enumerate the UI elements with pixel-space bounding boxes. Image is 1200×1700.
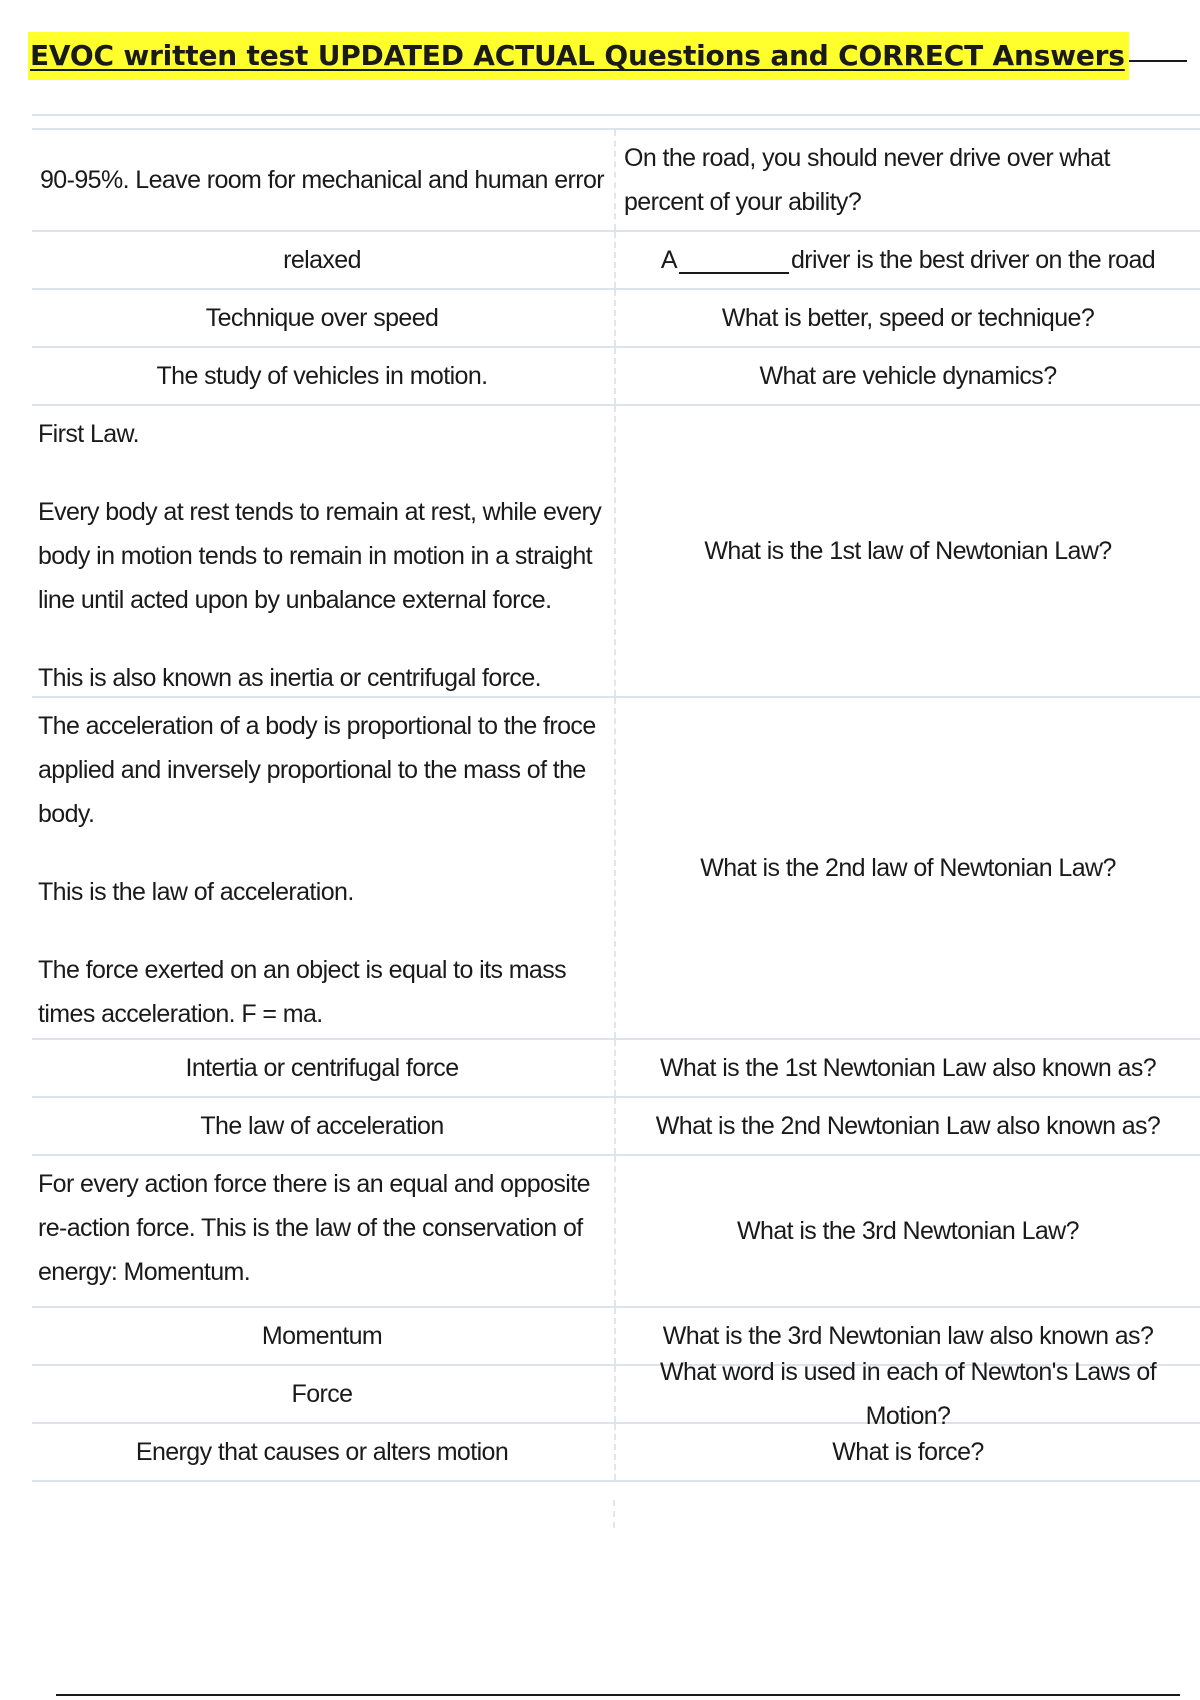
question-suffix: driver is the best driver on the road xyxy=(790,246,1156,274)
answer-cell xyxy=(32,1040,614,1096)
question-cell xyxy=(614,1156,1200,1306)
answer-text: This is also known as inertia or centrifugal force. xyxy=(38,664,541,692)
document-title: EVOC written test UPDATED ACTUAL Questions and CORRECT Answers xyxy=(28,32,1129,80)
qa-row xyxy=(32,232,1200,290)
title-rule xyxy=(1129,60,1187,62)
answer-cell xyxy=(32,698,614,1038)
question-cell xyxy=(614,348,1200,404)
answer-text: Every body at rest tends to remain at rest, while every body in motion tends to remain in motion in a straight line until acted upon by unbalance external force. xyxy=(38,498,602,614)
question-text: What is better, speed or technique? xyxy=(721,304,1095,332)
title-bar xyxy=(28,32,1187,80)
fill-in-blank xyxy=(679,246,789,274)
question-text: What is force? xyxy=(832,1438,984,1466)
question-text: What is the 3rd Newtonian law also known as? xyxy=(662,1322,1154,1350)
answer-cell xyxy=(32,1308,614,1364)
question-cell xyxy=(614,1098,1200,1154)
answer-text: The law of acceleration xyxy=(200,1112,444,1140)
question-text: What is the 1st Newtonian Law also known as? xyxy=(659,1054,1157,1082)
answer-text: This is the law of acceleration. xyxy=(38,878,354,906)
answer-text: 90-95%. Leave room for mechanical and human error xyxy=(40,166,604,194)
question-cell xyxy=(614,290,1200,346)
question-cell xyxy=(614,1424,1200,1480)
answer-cell xyxy=(32,1366,614,1422)
question-text: What is the 2nd Newtonian Law also known as? xyxy=(655,1112,1161,1140)
qa-row xyxy=(32,1358,1200,1430)
answer-cell xyxy=(32,1098,614,1154)
qa-row xyxy=(32,348,1200,406)
answer-cell xyxy=(32,1156,614,1306)
top-divider xyxy=(32,114,1200,116)
answer-text: Intertia or centrifugal force xyxy=(185,1054,459,1082)
question-cell xyxy=(614,698,1200,1038)
question-prefix: A xyxy=(660,246,677,274)
qa-row xyxy=(32,698,1200,1040)
answer-cell xyxy=(32,1424,614,1480)
answer-text: Force xyxy=(291,1380,353,1408)
answer-cell xyxy=(32,348,614,404)
question-cell xyxy=(614,130,1200,230)
question-cell xyxy=(614,1358,1200,1430)
qa-row xyxy=(32,406,1200,698)
answer-text: For every action force there is an equal and opposite re-action force. This is the law of the conservation of energy: Momentum. xyxy=(38,1170,590,1286)
qa-table xyxy=(32,128,1200,1482)
question-text: What is the 2nd law of Newtonian Law? xyxy=(700,854,1116,882)
answer-text: Momentum xyxy=(261,1322,383,1350)
answer-cell xyxy=(32,232,614,288)
answer-cell xyxy=(32,290,614,346)
answer-text: Energy that causes or alters motion xyxy=(135,1438,509,1466)
question-text: What is the 1st law of Newtonian Law? xyxy=(704,537,1112,565)
answer-cell xyxy=(32,406,614,696)
qa-row xyxy=(32,290,1200,348)
qa-row xyxy=(32,1040,1200,1098)
answer-text: The study of vehicles in motion. xyxy=(156,362,488,390)
question-text: What word is used in each of Newton's Laws of Motion? xyxy=(659,1358,1157,1430)
qa-row xyxy=(32,1098,1200,1156)
qa-row xyxy=(32,130,1200,232)
answer-text: The force exerted on an object is equal to its mass times acceleration. F = ma. xyxy=(38,956,567,1028)
page-bottom-rule xyxy=(56,1694,1180,1696)
qa-row xyxy=(32,1424,1200,1482)
question-text: What is the 3rd Newtonian Law? xyxy=(737,1217,1079,1245)
answer-text: Technique over speed xyxy=(205,304,439,332)
answer-text: First Law. xyxy=(38,420,139,448)
question-cell xyxy=(614,406,1200,696)
table-tail-divider xyxy=(613,1500,615,1528)
answer-text: The acceleration of a body is proportional to the froce applied and inversely proportional to the mass of the body. xyxy=(38,712,596,828)
answer-text: relaxed xyxy=(283,246,361,274)
qa-row xyxy=(32,1156,1200,1308)
question-text: What are vehicle dynamics? xyxy=(759,362,1057,390)
question-cell xyxy=(614,232,1200,288)
question-cell xyxy=(614,1040,1200,1096)
question-text: On the road, you should never drive over what percent of your ability? xyxy=(624,144,1110,216)
answer-cell xyxy=(32,130,614,230)
